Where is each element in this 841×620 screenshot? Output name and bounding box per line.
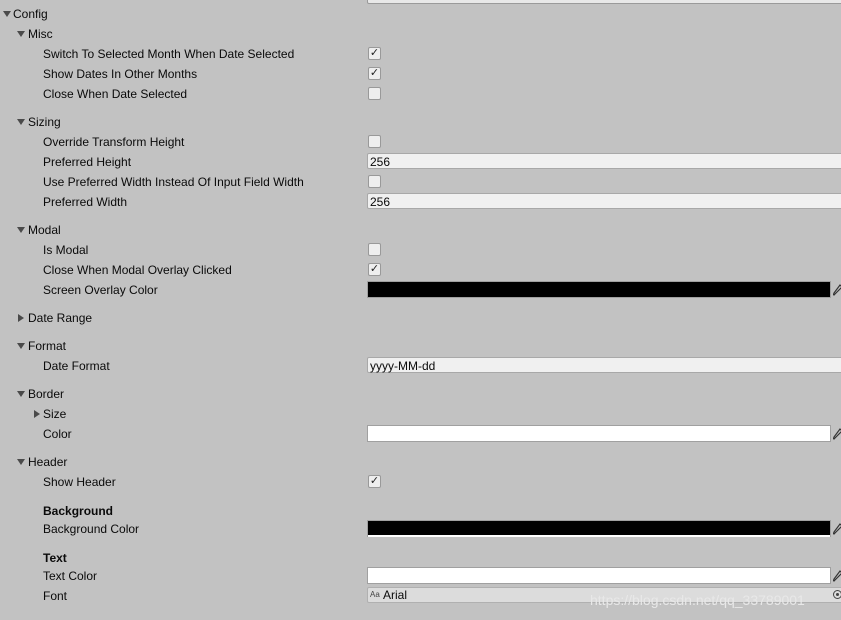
foldout-label: Border [28, 387, 65, 401]
field-label: Font [43, 589, 68, 603]
show-header-checkbox[interactable] [368, 475, 381, 488]
foldout-label: Header [28, 455, 68, 469]
field-label: Preferred Width [43, 195, 128, 209]
preferred-height-input[interactable]: 256 [367, 153, 841, 169]
show-other-months-row [0, 64, 841, 84]
preferred-width-input[interactable]: 256 [367, 193, 841, 209]
foldout-border[interactable] [0, 384, 841, 404]
foldout-label: Misc [28, 27, 53, 41]
is-modal-row [0, 240, 841, 260]
expanded-arrow-icon[interactable] [16, 452, 26, 472]
field-label: Color [43, 427, 72, 441]
foldout-format[interactable] [0, 336, 841, 356]
override-height-row [0, 132, 841, 152]
date-format-input[interactable]: yyyy-MM-dd [367, 357, 841, 373]
expanded-arrow-icon[interactable] [2, 4, 12, 24]
checkmark-icon: ✓ [369, 263, 380, 275]
foldout-label: Config [13, 7, 48, 21]
expanded-arrow-icon[interactable] [16, 220, 26, 240]
collapsed-arrow-icon[interactable] [16, 308, 26, 328]
foldout-label: Modal [28, 223, 61, 237]
background-heading-row [0, 501, 841, 521]
background-color-swatch[interactable] [367, 520, 831, 537]
text-color-swatch[interactable] [367, 567, 831, 584]
show-header-row [0, 472, 841, 492]
foldout-label: Size [43, 407, 67, 421]
expanded-arrow-icon[interactable] [16, 24, 26, 44]
collapsed-arrow-icon[interactable] [32, 404, 42, 424]
font-value: Arial [383, 588, 408, 602]
close-on-overlay-checkbox[interactable] [368, 263, 381, 276]
field-label: Preferred Height [43, 155, 132, 169]
foldout-modal[interactable] [0, 220, 841, 240]
text-color-row [0, 566, 841, 586]
font-asset-icon: Aa [370, 590, 380, 599]
overlay-color-swatch[interactable] [367, 281, 831, 298]
object-picker-icon[interactable] [833, 590, 841, 599]
eyedropper-icon[interactable] [833, 284, 841, 296]
field-label: Show Dates In Other Months [43, 67, 198, 81]
close-on-overlay-row [0, 260, 841, 280]
field-label: Show Header [43, 475, 116, 489]
foldout-date-range[interactable] [0, 308, 841, 328]
field-label: Date Format [43, 359, 110, 373]
eyedropper-icon[interactable] [833, 428, 841, 440]
expanded-arrow-icon[interactable] [16, 112, 26, 132]
field-label: Background Color [43, 522, 140, 536]
is-modal-checkbox[interactable] [368, 243, 381, 256]
text-heading-row [0, 548, 841, 568]
preferred-width-row [0, 192, 841, 212]
field-label: Close When Modal Overlay Clicked [43, 263, 232, 277]
watermark: https://blog.csdn.net/qq_33789001 [590, 592, 805, 608]
foldout-label: Sizing [28, 115, 61, 129]
close-on-select-checkbox[interactable] [368, 87, 381, 100]
preferred-height-row [0, 152, 841, 172]
border-color-row [0, 424, 841, 444]
switch-month-row [0, 44, 841, 64]
field-label: Close When Date Selected [43, 87, 188, 101]
use-preferred-width-row [0, 172, 841, 192]
field-label: Is Modal [43, 243, 89, 257]
foldout-label: Date Range [28, 311, 93, 325]
foldout-border-size[interactable] [0, 404, 841, 424]
close-on-select-row [0, 84, 841, 104]
field-label: Switch To Selected Month When Date Selected [43, 47, 295, 61]
background-color-row [0, 519, 841, 539]
field-label: Use Preferred Width Instead Of Input Field Width [43, 175, 304, 189]
foldout-header[interactable] [0, 452, 841, 472]
section-heading: Text [43, 551, 67, 565]
field-label: Screen Overlay Color [43, 283, 158, 297]
checkmark-icon: ✓ [369, 67, 380, 79]
border-color-swatch[interactable] [367, 425, 831, 442]
eyedropper-icon[interactable] [833, 523, 841, 535]
foldout-config[interactable] [0, 4, 841, 24]
foldout-misc[interactable] [0, 24, 841, 44]
eyedropper-icon[interactable] [833, 570, 841, 582]
checkmark-icon: ✓ [369, 475, 380, 487]
switch-month-checkbox[interactable] [368, 47, 381, 60]
section-heading: Background [43, 504, 114, 518]
expanded-arrow-icon[interactable] [16, 336, 26, 356]
show-other-months-checkbox[interactable] [368, 67, 381, 80]
field-label: Override Transform Height [43, 135, 185, 149]
foldout-sizing[interactable] [0, 112, 841, 132]
override-height-checkbox[interactable] [368, 135, 381, 148]
date-format-row [0, 356, 841, 376]
overlay-color-row [0, 280, 841, 300]
foldout-label: Format [28, 339, 67, 353]
checkmark-icon: ✓ [369, 47, 380, 59]
alpha-strip [368, 535, 830, 537]
field-label: Text Color [43, 569, 98, 583]
expanded-arrow-icon[interactable] [16, 384, 26, 404]
use-preferred-width-checkbox[interactable] [368, 175, 381, 188]
